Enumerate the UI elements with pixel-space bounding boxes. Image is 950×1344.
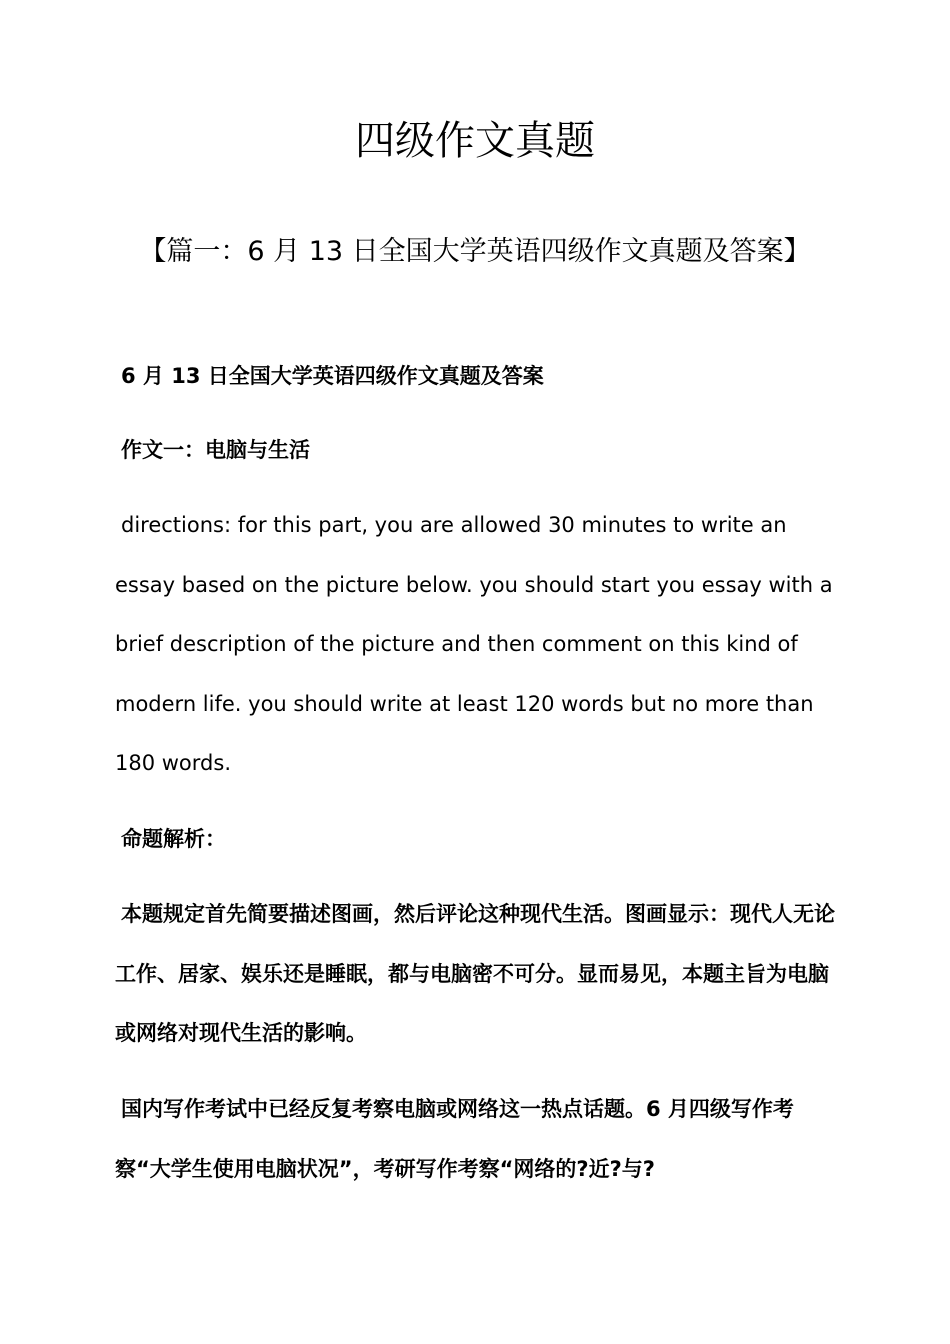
main-heading: 6 月 13 日全国大学英语四级作文真题及答案 [121,364,544,388]
analysis-paragraph-2: 国内写作考试中已经反复考察电脑或网络这一热点话题。6 月四级写作考察“大学生使用电脑状况”，考研写作考察“网络的?近?与? [115,1097,794,1181]
directions-paragraph: directions: for this part, you are allowed 30 minutes to write an essay based on the picture below. you should start you essay with a brief description of the picture and then comment on this kind of modern life. you should write at least 120 words but no more than 180 words. [115,513,833,775]
analysis-heading: 命题解析： [121,827,226,851]
section-title: 【篇一：6 月 13 日全国大学英语四级作文真题及答案】 [139,236,811,267]
analysis-paragraph-1: 本题规定首先简要描述图画，然后评论这种现代生活。图画显示：现代人无论工作、居家、娱乐还是睡眠，都与电脑密不可分。显而易见，本题主旨为电脑或网络对现代生活的影响。 [115,902,835,1045]
essay-heading: 作文一：电脑与生活 [121,438,310,462]
document-title: 四级作文真题 [355,118,595,164]
